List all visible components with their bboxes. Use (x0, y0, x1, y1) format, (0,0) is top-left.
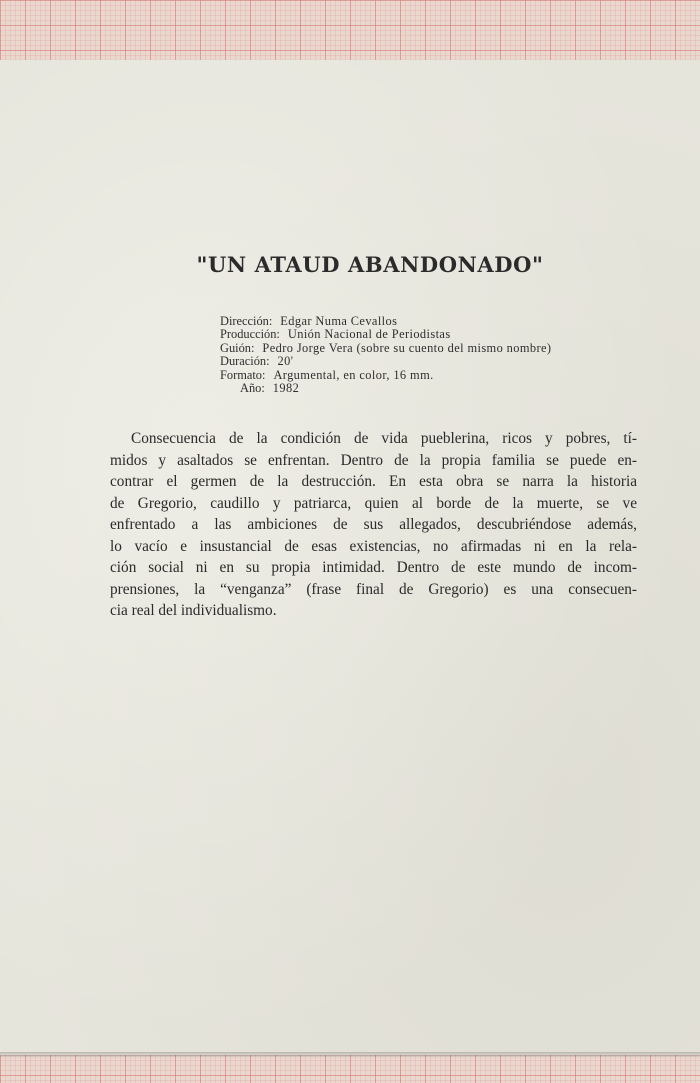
paragraph-line: prensiones, la “venganza” (frase final de Gregorio) es una consecuen- (110, 580, 637, 598)
credit-label: Formato: (220, 367, 266, 382)
credit-label: Producción: (220, 327, 280, 342)
credit-label: Año: (240, 381, 265, 396)
credit-value: Argumental, en color, 16 mm. (273, 367, 434, 382)
page-edge-shadow (0, 1052, 700, 1056)
paragraph-line: ción social ni en su propia intimidad. Dentro de este mundo de incom- (110, 559, 637, 576)
paragraph-line: cia real del individualismo. (110, 602, 277, 619)
paragraph-line: de Gregorio, caudillo y patriarca, quien al borde de la muerte, se ve (110, 494, 637, 512)
credit-value: 20' (277, 354, 294, 369)
credit-guion (220, 342, 551, 355)
credits-block (220, 315, 551, 395)
credit-label: Duración: (220, 354, 270, 369)
credit-duracion (220, 355, 551, 368)
credit-formato (220, 369, 551, 382)
document-title: "UN ATAUD ABANDONADO" (196, 252, 544, 277)
credit-value: Pedro Jorge Vera (sobre su cuento del mismo nombre) (262, 340, 552, 355)
synopsis-paragraph (110, 428, 637, 622)
paragraph-line: enfrentado a las ambiciones de sus allegados, descubriéndose además, (110, 516, 637, 533)
credit-value: 1982 (272, 381, 300, 396)
credit-label: Guión: (220, 340, 255, 355)
credit-value: Unión Nacional de Periodistas (287, 327, 451, 342)
credit-value: Edgar Numa Cevallos (280, 314, 398, 328)
paragraph-line: Consecuencia de la condición de vida pueblerina, ricos y pobres, tí- (131, 430, 637, 447)
credit-produccion (220, 328, 551, 341)
credit-label: Dirección: (220, 314, 273, 328)
credit-direccion (220, 315, 551, 328)
paragraph-line: contrar el germen de la destrucción. En esta obra se narra la historia (110, 473, 637, 490)
credit-ano (220, 382, 551, 395)
paragraph-line: midos y asaltados se enfrentan. Dentro de la propia familia se puede en- (110, 451, 637, 469)
paragraph-line: lo vacío e insustancial de esas existencias, no afirmadas ni en la rela- (110, 537, 637, 555)
